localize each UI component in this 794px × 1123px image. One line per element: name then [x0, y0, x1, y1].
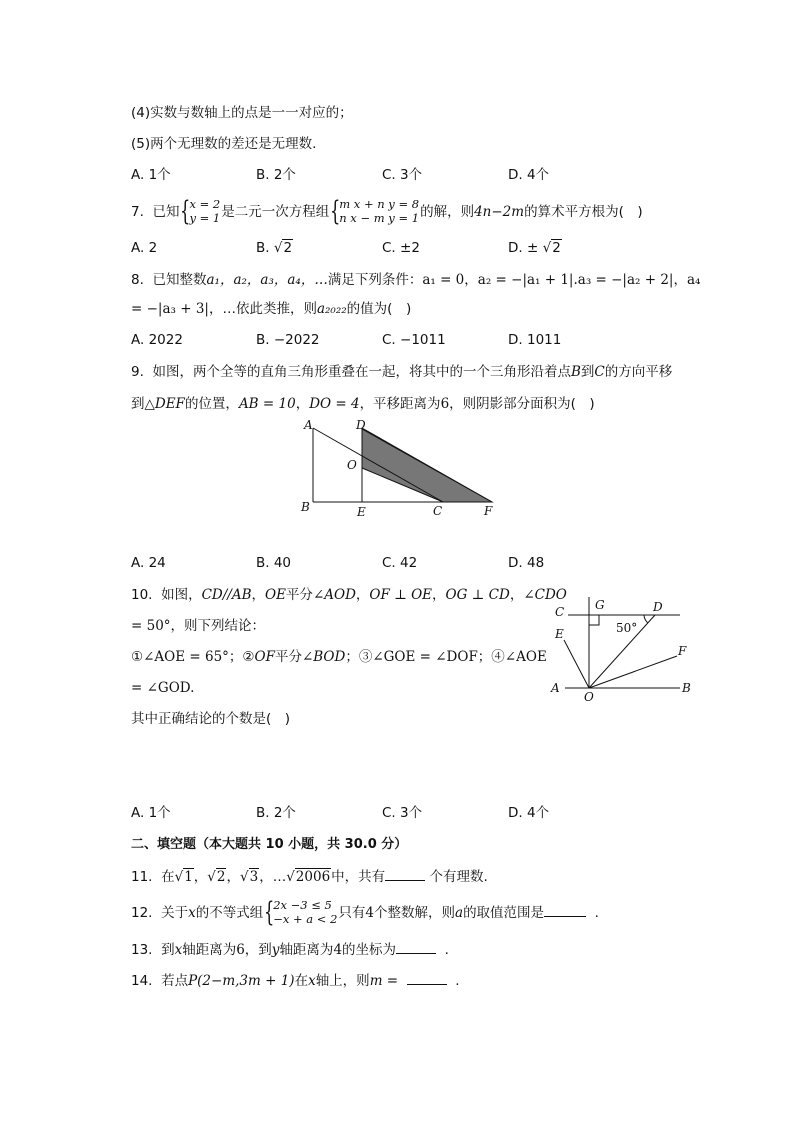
q10-option-c[interactable]: C. 3个	[382, 805, 423, 821]
q9-label-c: C	[433, 504, 443, 518]
q14-m-equals: m =	[369, 973, 399, 989]
question-10-line-5	[131, 709, 290, 729]
q12-ineq-2: −x + a < 2	[273, 912, 338, 926]
statement-5: (5)两个无理数的差还是无理数.	[131, 136, 317, 152]
q9-option-b[interactable]: B. 40	[256, 555, 292, 571]
q7-option-b-label: B.	[256, 240, 270, 256]
q10-bod: ∠BOD	[301, 649, 346, 665]
q13-text-5: 的坐标为	[342, 942, 397, 958]
q12-text-4: 个整数解，则	[374, 905, 455, 921]
q13-text-2: 轴距离为	[182, 942, 237, 958]
q8-option-c[interactable]: C. −1011	[382, 332, 446, 348]
question-11: 11. 在√1，√2，√3，…√2006中，共有 个有理数.	[131, 866, 488, 888]
section-2-heading: 二、填空题（本大题共 10 小题，共 30.0 分）	[131, 837, 408, 852]
q13-period: .	[444, 942, 449, 958]
q9-point-b: B	[570, 364, 581, 380]
statement-4: (4)实数与数轴上的点是一一对应的；	[131, 105, 353, 121]
q7-text-3: 的解，则	[420, 204, 475, 220]
q12-inequality-system: { 2x −3 ≤ 5 −x + a < 2	[264, 897, 338, 928]
q7-text-2: 是二元一次方程组	[221, 204, 330, 220]
q9-label-o: O	[347, 458, 357, 472]
q10-label-o: O	[584, 690, 594, 704]
q13-text-4: 轴距离为	[279, 942, 334, 958]
q10-of-oe: OF ⊥ OE	[369, 587, 433, 603]
q10-cdo: ∠CDO	[523, 587, 567, 603]
q12-count: 4	[365, 905, 374, 921]
q7-solution-system: { x = 2 y = 1	[180, 196, 221, 227]
q13-var-x: x	[174, 942, 183, 958]
q10-conclusion-3-4: ；③∠GOE = ∠DOF；④∠AOE	[345, 649, 547, 665]
q7-expression: 4n−2m	[474, 204, 525, 220]
q10-text-2: 平分	[285, 587, 313, 603]
q11-sqrt-2: 2	[216, 869, 226, 885]
q10-comma-1: ，	[251, 587, 265, 603]
q7-option-b[interactable]: B. √2	[256, 240, 293, 256]
q10-conclusion-1: ①∠AOE = 65°；②	[131, 649, 255, 665]
q14-number: 14.	[131, 973, 153, 989]
q10-comma-4: ，	[509, 587, 524, 603]
q12-text-1: 关于	[161, 905, 189, 921]
q8-option-a[interactable]: A. 2022	[131, 332, 183, 348]
q14-answer-blank[interactable]	[407, 970, 447, 985]
q14-period: .	[455, 973, 460, 989]
q8-option-b[interactable]: B. −2022	[256, 332, 320, 348]
q9-label-e: E	[357, 505, 366, 519]
q12-text-3: 只有	[338, 905, 366, 921]
q10-angle-label: 50°	[616, 621, 638, 635]
question-8-line-1	[131, 270, 700, 290]
q12-text-5: 的取值范围是	[463, 905, 545, 921]
q10-text-3: = 50°，则下列结论：	[131, 618, 266, 634]
q13-answer-blank[interactable]	[396, 939, 436, 954]
q10-text-5: 其中正确结论的个数是( )	[131, 711, 291, 727]
q7-sys1-row1: x = 2	[189, 197, 221, 211]
q9-label-a: A	[304, 418, 313, 432]
q11-sqrt-2006: 2006	[295, 869, 331, 885]
q11-sqrt-1: 1	[184, 869, 193, 885]
q7-sys2-row1: m x + n y = 8	[339, 197, 420, 211]
q9-label-f: F	[484, 504, 493, 518]
q10-label-d: D	[653, 600, 663, 614]
q10-cd-ab: CD//AB	[201, 587, 252, 603]
q9-label-b: B	[301, 500, 310, 514]
q10-text-1: 如图，	[161, 587, 202, 603]
question-10-line-2	[131, 616, 265, 636]
q7-text-1: 已知	[152, 204, 180, 220]
q9-text-2: 到	[580, 364, 595, 380]
q7-option-b-radicand: 2	[283, 240, 293, 256]
q7-option-a[interactable]: A. 2	[131, 240, 158, 256]
q13-text-3: ，到	[244, 942, 272, 958]
q14-point-p: P(2−m,3m + 1)	[188, 973, 295, 989]
q8-text-1: 已知整数	[152, 272, 207, 288]
q8-number: 8.	[131, 272, 144, 288]
q11-text-3: 个有理数.	[429, 869, 488, 885]
q8-text-2: 满足下列条件：	[327, 272, 423, 288]
question-14	[131, 970, 460, 991]
q6-option-c[interactable]: C. 3个	[382, 167, 423, 183]
q12-answer-blank[interactable]	[544, 902, 586, 917]
q6-option-d[interactable]: D. 4个	[508, 167, 550, 183]
q10-option-a[interactable]: A. 1个	[131, 805, 171, 821]
q9-option-c[interactable]: C. 42	[382, 555, 418, 571]
q9-text-1: 如图，两个全等的直角三角形重叠在一起，将其中的一个三角形沿着点	[152, 364, 571, 380]
question-9-line-1	[131, 362, 672, 382]
q7-option-d-radicand: 2	[552, 240, 561, 256]
q11-text-1: 在	[161, 869, 175, 885]
q11-number: 11.	[131, 869, 153, 885]
q10-conclusion-4-end: = ∠GOD.	[131, 680, 195, 696]
q9-point-c: C	[594, 364, 605, 380]
q7-equation-system: { m x + n y = 8 n x − m y = 1	[330, 196, 420, 227]
question-8-line-2	[131, 299, 411, 319]
q7-text-4: 的算术平方根为( )	[524, 204, 643, 220]
q13-var-y: y	[271, 942, 280, 958]
q9-triangle-def: △DEF	[144, 396, 185, 412]
q10-comma-2: ，	[355, 587, 370, 603]
q11-sqrt-3: 3	[249, 869, 259, 885]
q13-text-1: 到	[161, 942, 175, 958]
q6-option-b[interactable]: B. 2个	[256, 167, 296, 183]
q14-text-1: 若点	[161, 973, 189, 989]
q13-dist-x: 6	[236, 942, 245, 958]
q9-option-d[interactable]: D. 48	[508, 555, 545, 571]
question-13	[131, 939, 449, 960]
q11-answer-blank[interactable]	[385, 866, 425, 881]
q9-comma: ，	[295, 396, 310, 412]
q8-conditions: a₁ = 0，a₂ = −|a₁ + 1|.a₃ = −|a₂ + 2|，a₄	[422, 272, 701, 288]
q8-text-4: 的值为( )	[346, 301, 412, 317]
q9-text-4: 到	[131, 396, 145, 412]
q10-of: OF	[254, 649, 275, 665]
q9-number: 9.	[131, 364, 144, 380]
q10-text-4: 平分	[274, 649, 302, 665]
question-10-line-4	[131, 678, 194, 698]
q12-var-a: a	[455, 905, 464, 921]
q12-number: 12.	[131, 905, 153, 921]
q10-option-d[interactable]: D. 4个	[508, 805, 550, 821]
q9-option-a[interactable]: A. 24	[131, 555, 166, 571]
q7-option-d-label: D. ±	[508, 240, 539, 256]
q10-aod: ∠AOD	[312, 587, 356, 603]
q10-label-g: G	[595, 598, 605, 612]
q8-condition-a4: = −|a₃ + 3|，	[131, 301, 223, 317]
q10-label-b: B	[682, 681, 691, 695]
q12-ineq-1: 2x −3 ≤ 5	[273, 898, 332, 912]
q10-label-c: C	[555, 605, 565, 619]
q7-option-d[interactable]: D. ± √2	[508, 240, 561, 256]
q12-var-x: x	[188, 905, 196, 921]
q14-var-x: x	[308, 973, 316, 989]
q9-text-7: ，则阴影部分面积为( )	[449, 396, 595, 412]
question-9-line-2	[131, 394, 595, 414]
q12-period: .	[594, 905, 599, 921]
q9-do-value: DO = 4	[309, 396, 360, 412]
question-7	[131, 197, 643, 227]
q10-label-e: E	[555, 627, 564, 641]
q9-label-d: D	[356, 418, 366, 432]
q8-a2022: a₂₀₂₂	[316, 301, 347, 317]
q11-ellipsis: …	[272, 869, 287, 885]
q10-figure	[547, 592, 697, 704]
q10-label-f: F	[678, 644, 687, 658]
q13-dist-y: 4	[333, 942, 343, 958]
q9-text-3: 的方向平移	[604, 364, 673, 380]
q14-text-3: 轴上，则	[315, 973, 370, 989]
q11-text-2: 中，共有	[331, 869, 386, 885]
q7-sys2-row2: n x − m y = 1	[339, 211, 420, 225]
q8-text-3: …依此类推，则	[222, 301, 317, 317]
q7-number: 7.	[131, 204, 144, 220]
q6-option-a[interactable]: A. 1个	[131, 167, 171, 183]
q10-oe: OE	[265, 587, 286, 603]
question-12	[131, 898, 599, 928]
q7-sys1-row2: y = 1	[189, 211, 221, 225]
q8-option-d[interactable]: D. 1011	[508, 332, 562, 348]
q8-sequence: a₁，a₂，a₃，a₄，…	[206, 272, 328, 288]
q7-option-c[interactable]: C. ±2	[382, 240, 420, 256]
q13-number: 13.	[131, 942, 153, 958]
question-10-line-3	[131, 647, 547, 667]
q14-text-2: 在	[294, 973, 309, 989]
q9-text-6: ，平移距离为	[359, 396, 441, 412]
q10-og-cd: OG ⊥ CD	[445, 587, 510, 603]
q10-label-a: A	[551, 681, 560, 695]
q9-distance: 6	[440, 396, 450, 412]
q9-ab-value: AB = 10	[238, 396, 296, 412]
q12-text-2: 的不等式组	[195, 905, 264, 921]
q10-option-b[interactable]: B. 2个	[256, 805, 296, 821]
question-10-line-1	[131, 585, 567, 605]
q10-number: 10.	[131, 587, 153, 603]
q10-comma-3: ，	[432, 587, 446, 603]
q9-text-5: 的位置，	[184, 396, 239, 412]
q9-figure	[295, 416, 505, 520]
